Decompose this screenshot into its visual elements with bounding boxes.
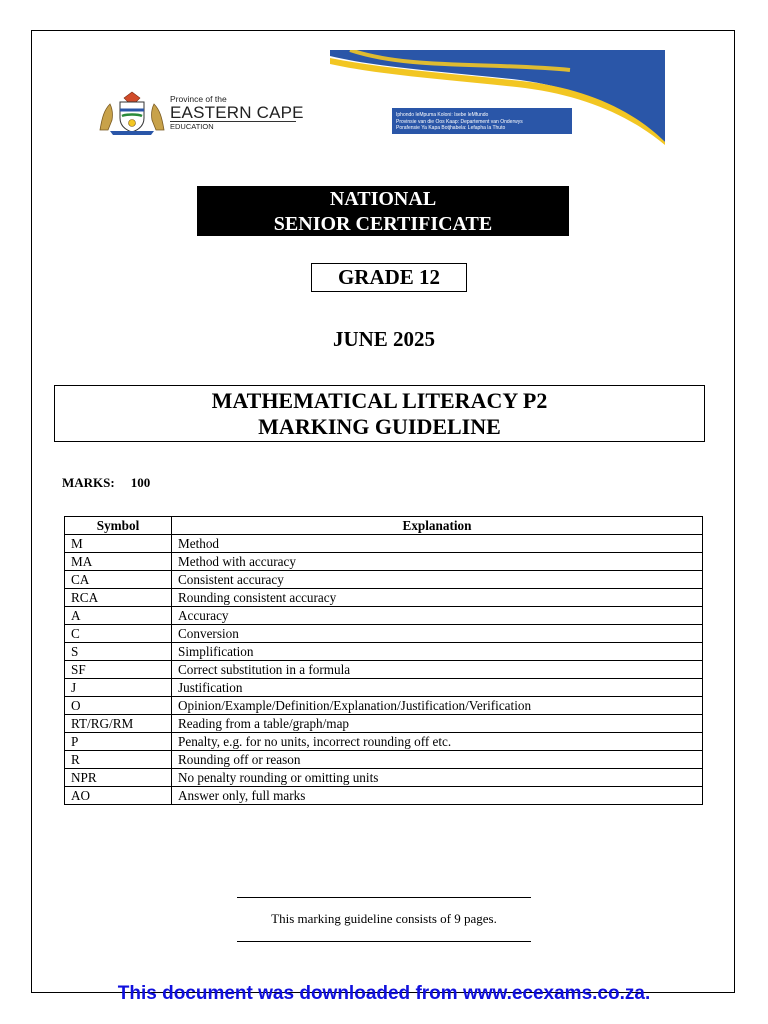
table-row (65, 769, 703, 787)
page-frame (31, 30, 735, 993)
banner-line-3: Porafensie Ya Kapa Botjhabela: Lefapha la Thuto (396, 125, 506, 131)
logo-region: EASTERN CAPE (170, 103, 304, 122)
symbol-cell: RCA (65, 589, 172, 607)
table-header-row (65, 517, 703, 535)
explanation-cell: Answer only, full marks (172, 787, 703, 805)
explanation-cell: Rounding consistent accuracy (172, 589, 703, 607)
column-header-symbol: Symbol (65, 517, 172, 535)
explanation-cell: Accuracy (172, 607, 703, 625)
department-banner (330, 50, 665, 145)
explanation-cell: Opinion/Example/Definition/Explanation/Justification/Verification (172, 697, 703, 715)
explanation-cell: Justification (172, 679, 703, 697)
table-row (65, 607, 703, 625)
table-row (65, 715, 703, 733)
symbol-cell: A (65, 607, 172, 625)
exam-date: JUNE 2025 (332, 327, 436, 351)
explanation-cell: Method (172, 535, 703, 553)
nsc-line-2: SENIOR CERTIFICATE (273, 213, 493, 235)
table-row (65, 643, 703, 661)
pages-note: This marking guideline consists of 9 pages. (271, 911, 497, 926)
table-row (65, 733, 703, 751)
download-notice[interactable]: This document was downloaded from www.ecexams.co.za. (117, 983, 651, 1004)
table-row (65, 553, 703, 571)
subject-line-1: MATHEMATICAL LITERACY P2 (211, 388, 548, 413)
table-row (65, 787, 703, 805)
coat-of-arms-icon (96, 90, 168, 136)
nsc-line-1: NATIONAL (329, 188, 437, 210)
table-row (65, 679, 703, 697)
symbol-cell: M (65, 535, 172, 553)
table-row (65, 625, 703, 643)
symbol-cell: R (65, 751, 172, 769)
logo-province-line: Province of the (170, 94, 227, 104)
explanation-cell: No penalty rounding or omitting units (172, 769, 703, 787)
symbol-cell: J (65, 679, 172, 697)
nsc-title-box (197, 186, 569, 236)
subject-line-2: MARKING GUIDELINE (258, 414, 501, 439)
marks-label: MARKS: (62, 475, 115, 490)
explanation-cell: Simplification (172, 643, 703, 661)
explanation-cell: Method with accuracy (172, 553, 703, 571)
marks-info (62, 475, 150, 491)
symbol-cell: RT/RG/RM (65, 715, 172, 733)
table-row (65, 589, 703, 607)
table-row (65, 697, 703, 715)
explanation-cell: Penalty, e.g. for no units, incorrect rounding off etc. (172, 733, 703, 751)
table-row (65, 571, 703, 589)
logo-department: EDUCATION (170, 121, 296, 131)
explanation-cell: Correct substitution in a formula (172, 661, 703, 679)
table-body (65, 535, 703, 805)
grade-box: GRADE 12 (311, 263, 467, 292)
symbol-cell: SF (65, 661, 172, 679)
explanation-cell: Rounding off or reason (172, 751, 703, 769)
symbol-cell: P (65, 733, 172, 751)
table-row (65, 535, 703, 553)
footer-rule-top (237, 897, 531, 898)
symbol-cell: NPR (65, 769, 172, 787)
eastern-cape-logo (96, 90, 306, 136)
table-row (65, 661, 703, 679)
symbol-cell: MA (65, 553, 172, 571)
banner-line-2: Provinsie van die Oos Kaap: Departement van Onderwys (396, 118, 523, 125)
symbol-cell: CA (65, 571, 172, 589)
symbol-cell: S (65, 643, 172, 661)
explanation-cell: Reading from a table/graph/map (172, 715, 703, 733)
column-header-explanation: Explanation (172, 517, 703, 535)
symbol-cell: O (65, 697, 172, 715)
explanation-cell: Conversion (172, 625, 703, 643)
table-row (65, 751, 703, 769)
marks-value: 100 (130, 475, 151, 490)
symbol-cell: C (65, 625, 172, 643)
banner-line-1: Iphondo leMpuma Koloni: Isebe leMfundo (396, 112, 489, 118)
footer-rule-bottom (237, 941, 531, 942)
symbols-table (64, 516, 703, 805)
explanation-cell: Consistent accuracy (172, 571, 703, 589)
subject-title-box (54, 385, 705, 442)
symbol-cell: AO (65, 787, 172, 805)
